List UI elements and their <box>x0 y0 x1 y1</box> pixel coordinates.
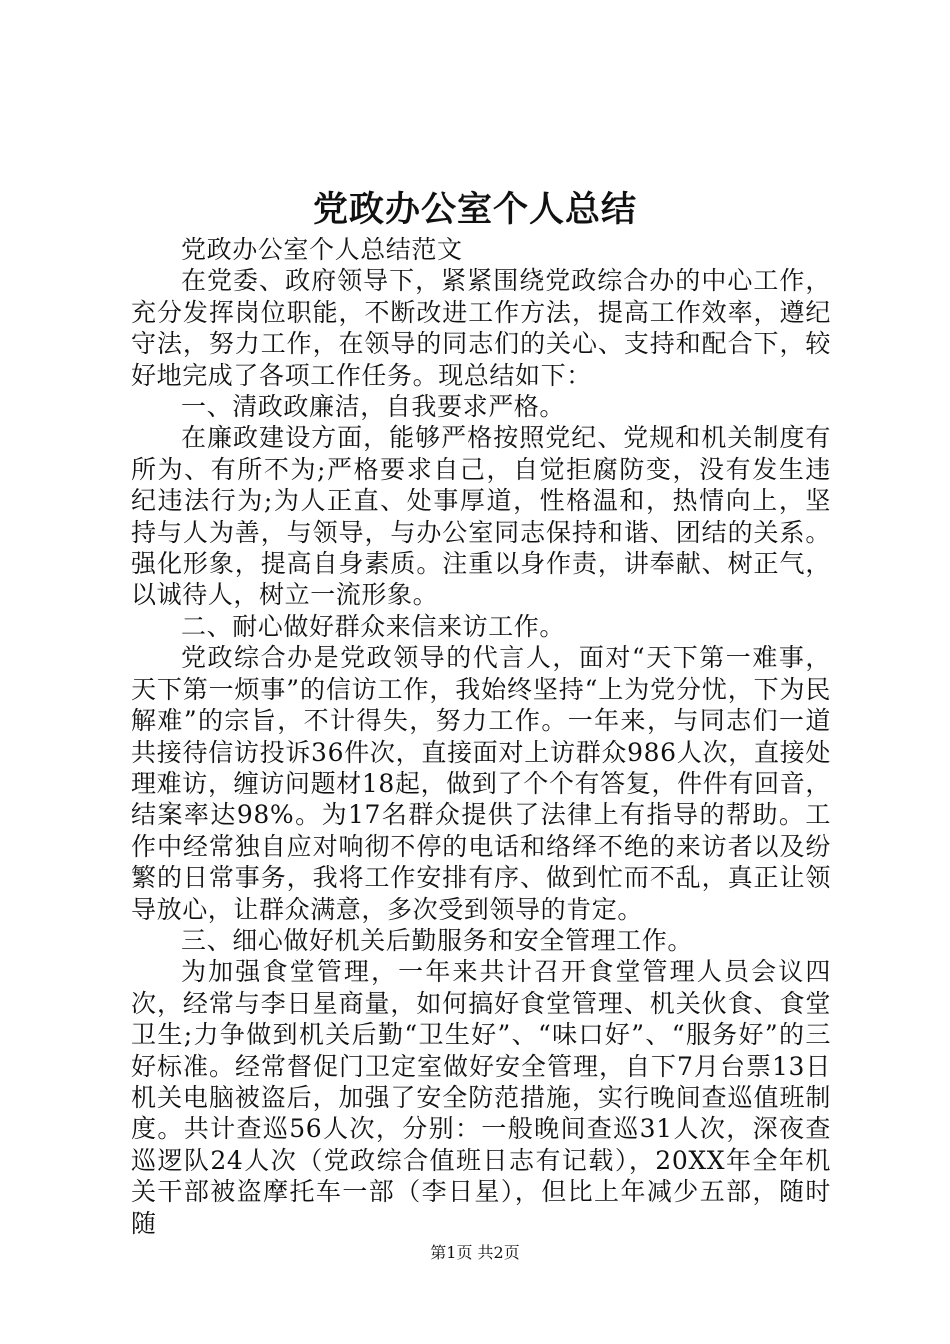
intro-paragraph: 在党委、政府领导下，紧紧围绕党政综合办的中心工作，充分发挥岗位职能，不断改进工作方法，提高工作效率，遵纪守法，努力工作，在领导的同志们的关心、支持和配合下，较好地完成了各项工作任务。现总结如下： <box>131 266 831 390</box>
document-title: 党政办公室个人总结 <box>312 190 637 230</box>
document-body <box>131 234 831 1239</box>
section-heading-3: 三、细心做好机关后勤服务和安全管理工作。 <box>181 925 694 955</box>
section-paragraph-3: 为加强食堂管理，一年来共计召开食堂管理人员会议四次，经常与李日星商量，如何搞好食堂管理、机关伙食、食堂卫生;力争做到机关后勤“卫生好”、“味口好”、“服务好”的三好标准。经常督促门卫定室做好安全管理，自下7月台票13日机关电脑被盗后，加强了安全防范措施，实行晚间查巡值班制度。共计查巡56人次，分别：一般晚间查巡31人次，深夜查巡逻队24人次（党政综合值班日志有记载），20XX年全年机关干部被盗摩托车一部（李日星），但比上年减少五部，随时随 <box>131 957 831 1238</box>
section-paragraph-1: 在廉政建设方面，能够严格按照党纪、党规和机关制度有所为、有所不为;严格要求自己，自觉拒腐防变，没有发生违纪违法行为;为人正直、处事厚道，性格温和，热情向上，坚持与人为善，与领导，与办公室同志保持和谐、团结的关系。强化形象，提高自身素质。注重以身作责，讲奉献、树正气，以诚待人，树立一流形象。 <box>131 423 831 610</box>
subtitle-paragraph: 党政办公室个人总结范文 <box>181 235 463 264</box>
page-number-footer: 第1页 共2页 <box>430 1243 520 1262</box>
section-paragraph-2: 党政综合办是党政领导的代言人，面对“天下第一难事，天下第一烦事”的信访工作，我始终坚持“上为党分忧，下为民解难”的宗旨，不计得失，努力工作。一年来，与同志们一道共接待信访投诉36件次，直接面对上访群众986人次，直接处理难访，缠访问题材18起，做到了个个有答复，件件有回音，结案率达98%。为17名群众提供了法律上有指导的帮助。工作中经常独自应对响彻不停的电话和络绎不绝的来访者以及纷繁的日常事务，我将工作安排有序、做到忙而不乱，真正让领导放心，让群众满意，多次受到领导的肯定。 <box>131 643 831 924</box>
section-heading-2: 二、耐心做好群众来信来访工作。 <box>181 611 566 641</box>
section-heading-1: 一、清政政廉洁，自我要求严格。 <box>181 392 566 422</box>
